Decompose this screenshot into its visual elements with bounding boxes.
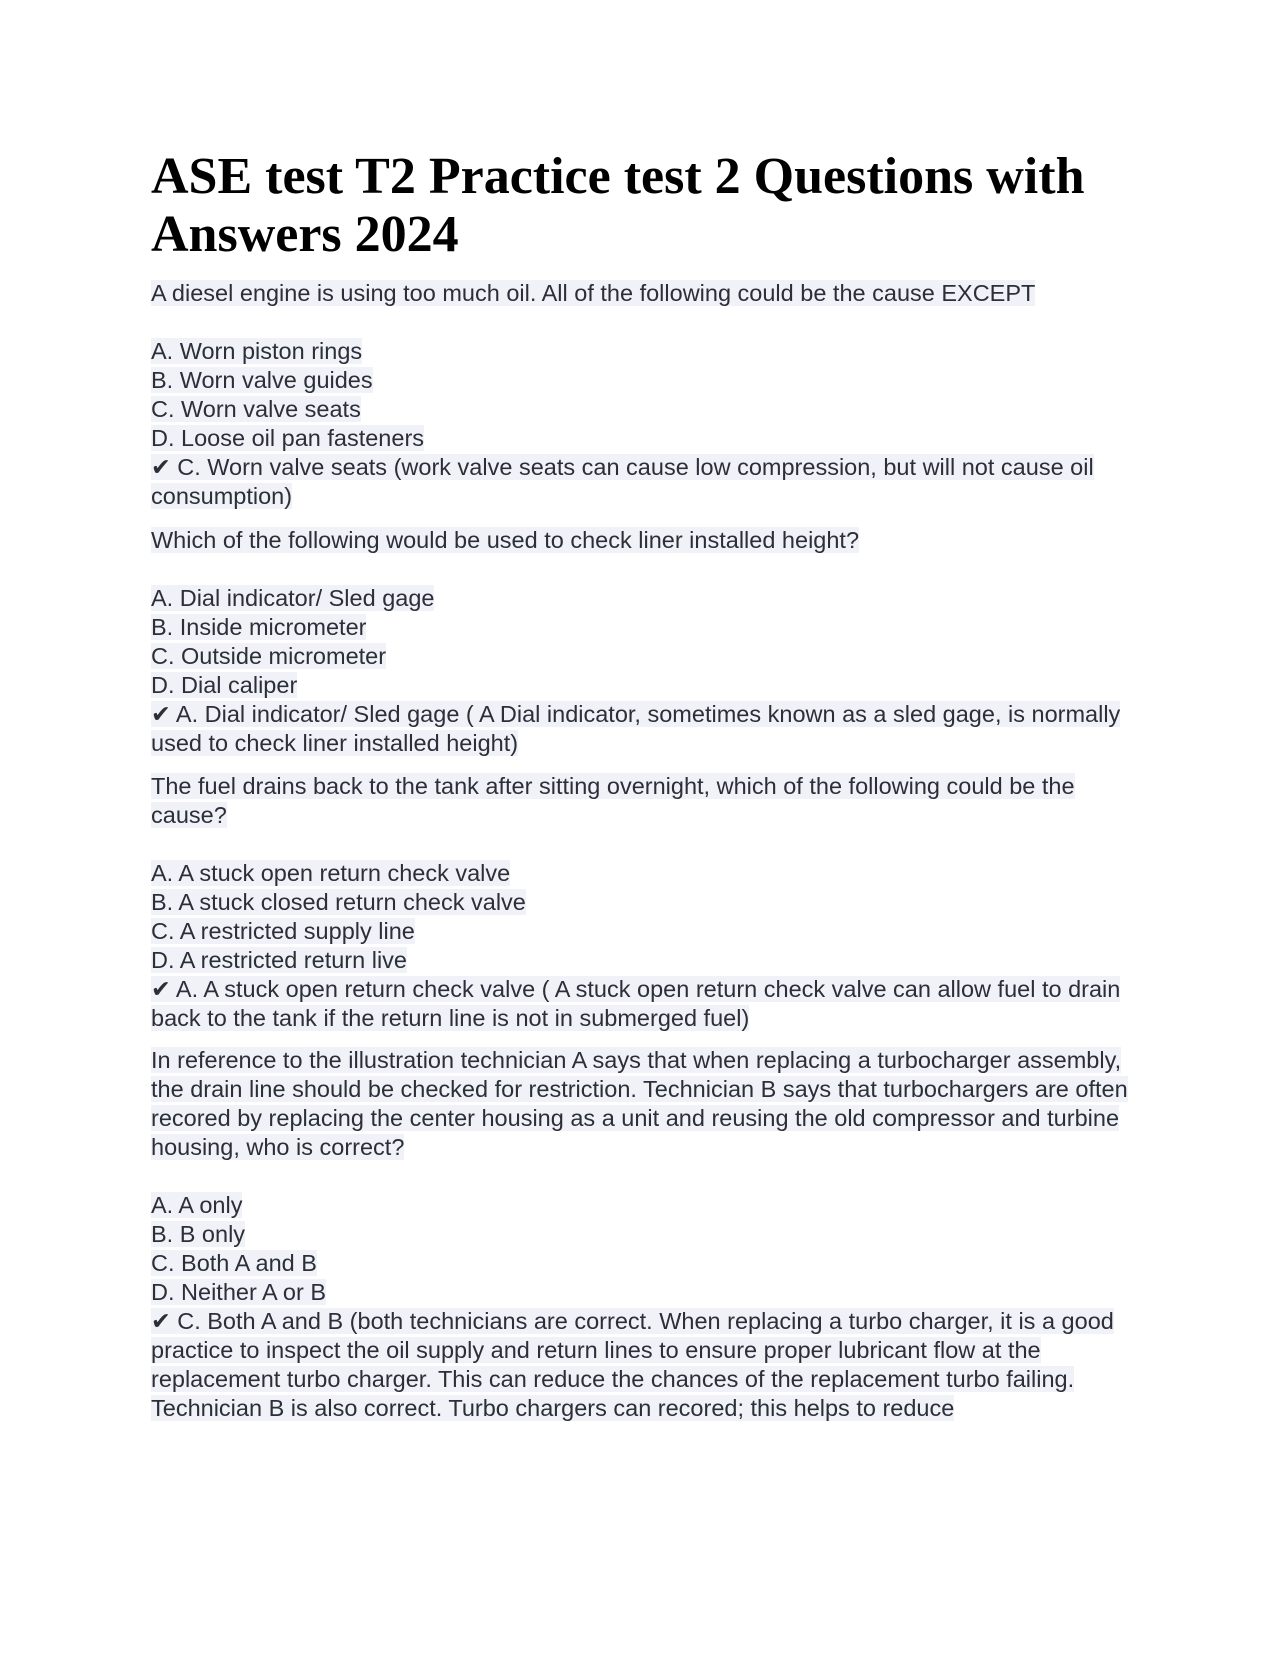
question-block-3 — [151, 772, 1141, 1033]
question-text: In reference to the illustration technician A says that when replacing a turbocharger assembly, the drain line should be checked for restriction. Technician B says that turbochargers are often recored by replacing the center housing as a unit and reusing the old compressor and turbine housing, who is correct? — [151, 1047, 1128, 1160]
option-item: B. Worn valve guides — [151, 367, 373, 393]
option-item: C. Both A and B — [151, 1250, 317, 1276]
option-item: D. Neither A or B — [151, 1279, 327, 1305]
answer-text: ✔ A. Dial indicator/ Sled gage ( A Dial indicator, sometimes known as a sled gage, is normally used to check liner installed height) — [151, 701, 1121, 756]
option-item: A. A stuck open return check valve — [151, 860, 511, 886]
option-item: C. A restricted supply line — [151, 918, 415, 944]
option-item: D. A restricted return live — [151, 947, 407, 973]
option-item: C. Outside micrometer — [151, 643, 387, 669]
option-list — [151, 1191, 1141, 1307]
option-item: B. Inside micrometer — [151, 614, 367, 640]
question-block-1 — [151, 279, 1141, 511]
option-item: A. Worn piston rings — [151, 338, 363, 364]
answer-text: ✔ C. Both A and B (both technicians are correct. When replacing a turbo charger, it is a good practice to inspect the oil supply and return lines to ensure proper lubricant flow at the replacement turbo charger. This can reduce the chances of the replacement turbo failing. Technician B is also correct. Turbo chargers can recored; this helps to reduce — [151, 1308, 1114, 1421]
option-item: D. Loose oil pan fasteners — [151, 425, 425, 451]
option-item: A. Dial indicator/ Sled gage — [151, 585, 435, 611]
page-title: ASE test T2 Practice test 2 Questions with Answers 2024 — [151, 148, 1085, 263]
question-text: A diesel engine is using too much oil. All of the following could be the cause EXCEPT — [151, 280, 1036, 306]
option-item: A. A only — [151, 1192, 243, 1218]
answer-text: ✔ C. Worn valve seats (work valve seats can cause low compression, but will not cause oil consumption) — [151, 454, 1094, 509]
question-block-4 — [151, 1046, 1141, 1423]
option-list — [151, 859, 1141, 975]
option-item: B. B only — [151, 1221, 246, 1247]
option-item: B. A stuck closed return check valve — [151, 889, 526, 915]
option-item: D. Dial caliper — [151, 672, 298, 698]
question-block-2 — [151, 526, 1141, 758]
question-text: The fuel drains back to the tank after sitting overnight, which of the following could be the cause? — [151, 773, 1075, 828]
option-list — [151, 584, 1141, 700]
question-text: Which of the following would be used to check liner installed height? — [151, 527, 860, 553]
option-item: C. Worn valve seats — [151, 396, 361, 422]
option-list — [151, 337, 1141, 453]
answer-text: ✔ A. A stuck open return check valve ( A stuck open return check valve can allow fuel to drain back to the tank if the return line is not in submerged fuel) — [151, 976, 1121, 1031]
